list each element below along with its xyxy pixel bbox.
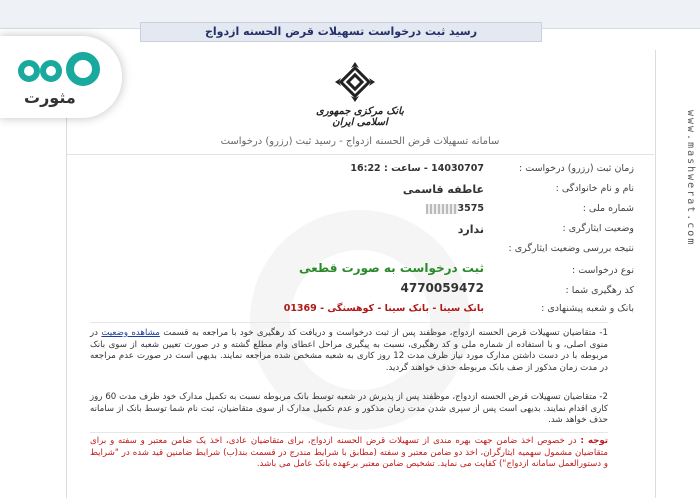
note-body: در خصوص اخذ ضامن جهت بهره مندی از تسهیلات قرض الحسنه ازدواج، برای متقاضیان عادی، اخذ یک ضامن معتبر و سفته و برای متقاضیان مشمول سهمیه ایثارگران، اخذ دو ضامن معتبر و سفته (مطابق با شرایط مندرج در قسمت بند(ب) شرایط ضامنین قید شده در "شرایط و دستورالعمل سامانه ازدواج") کفایت می نماید. تشخیص ضامن معتبر برعهده بانک عامل می باشد.	[90, 436, 608, 470]
info-row-branch	[74, 303, 634, 323]
redacted-digits	[426, 204, 458, 214]
field-value: ثبت درخواست به صورت قطعی	[298, 261, 484, 275]
field-value: 14030707 - ساعت : 16:22	[350, 163, 484, 174]
instruction-paragraph-1	[90, 328, 608, 374]
receipt-subtitle: سامانه تسهیلات قرض الحسنه ازدواج - رسید ثبت (رزرو) درخواست	[220, 136, 500, 147]
divider	[90, 432, 608, 433]
side-watermark: www.mashwerat.com	[685, 110, 696, 247]
info-row-veteran-status	[74, 223, 634, 243]
field-label: نوع درخواست :	[572, 265, 634, 276]
field-label: نتیجه بررسی وضعیت ایثارگری :	[508, 243, 634, 254]
paragraph-text: در منوی اصلی، و با استفاده از شماره ملی و کد رهگیری، نسبت به پیگیری مراحل اعطای وام مطلع گشته و در صورت تعیین شعبه از سوی بانک مربوطه با در دست داشتن مدارک مورد نیاز ظرف مدت 12 روز کاری به شعبه مشخص شده مراجعه نمایند. بدیهی است در صورت عدم مراجعه در مدت زمان مذکور از صف بانک مربوطه حذف خواهند گردید.	[90, 328, 608, 373]
note-label: توجه :	[580, 436, 608, 446]
logo-text: مثورت	[24, 88, 76, 107]
info-row-request-type	[74, 261, 634, 283]
field-label: زمان ثبت (رزرو) درخواست :	[519, 163, 634, 174]
receipt-info	[66, 154, 654, 323]
field-label: وضعیت ایثارگری :	[562, 223, 634, 234]
page-title: رسید ثبت درخواست تسهیلات قرض الحسنه ازدواج	[140, 22, 542, 42]
field-label: نام و نام خانوادگی :	[555, 183, 634, 194]
field-value	[84, 203, 484, 214]
field-label: بانک و شعبه پیشنهادی :	[541, 303, 634, 314]
bank-name: بانک مرکزی جمهوری اسلامی ایران	[316, 106, 404, 128]
info-row-national-id	[74, 203, 634, 223]
info-row-time	[74, 163, 634, 183]
info-row-tracking-code	[74, 281, 634, 303]
field-value: ندارد	[457, 223, 484, 236]
paragraph-text: 1- متقاضیان تسهیلات قرض الحسنه ازدواج، موظفند پس از ثبت درخواست و دریافت کد رهگیری خود با مراجعه به قسمت	[163, 328, 608, 338]
info-row-veteran-review	[74, 243, 634, 263]
info-row-name	[74, 183, 634, 203]
field-label: کد رهگیری شما :	[565, 285, 634, 296]
central-bank-emblem-icon	[333, 60, 377, 104]
national-id-value: 3575	[457, 203, 484, 214]
view-status-link[interactable]: مشاهده وضعیت	[101, 328, 160, 338]
guarantor-note	[90, 436, 608, 471]
tracking-code-value: 4770059472	[400, 281, 484, 295]
instruction-paragraph-2: 2- متقاضیان تسهیلات قرض الحسنه ازدواج، موظفند پس از پذیرش در شعبه توسط بانک مربوطه نسبت به تکمیل مدارک خود ظرف مدت 60 روز کاری اقدام نمایند. بدیهی است پس از سپری شدن مدت زمان مذکور و عدم تکمیل مدارک از سوی متقاضیان، ثبت نام شما توسط بانک از سامانه حذف خواهد شد.	[90, 392, 609, 426]
field-label: شماره ملی :	[582, 203, 634, 214]
field-value: بانک سینا - بانک سینا - کوهسنگی - 01369	[283, 303, 484, 314]
divider	[90, 322, 608, 323]
brand-logo[interactable]	[0, 36, 122, 118]
field-value: عاطفه قاسمی	[402, 183, 484, 196]
